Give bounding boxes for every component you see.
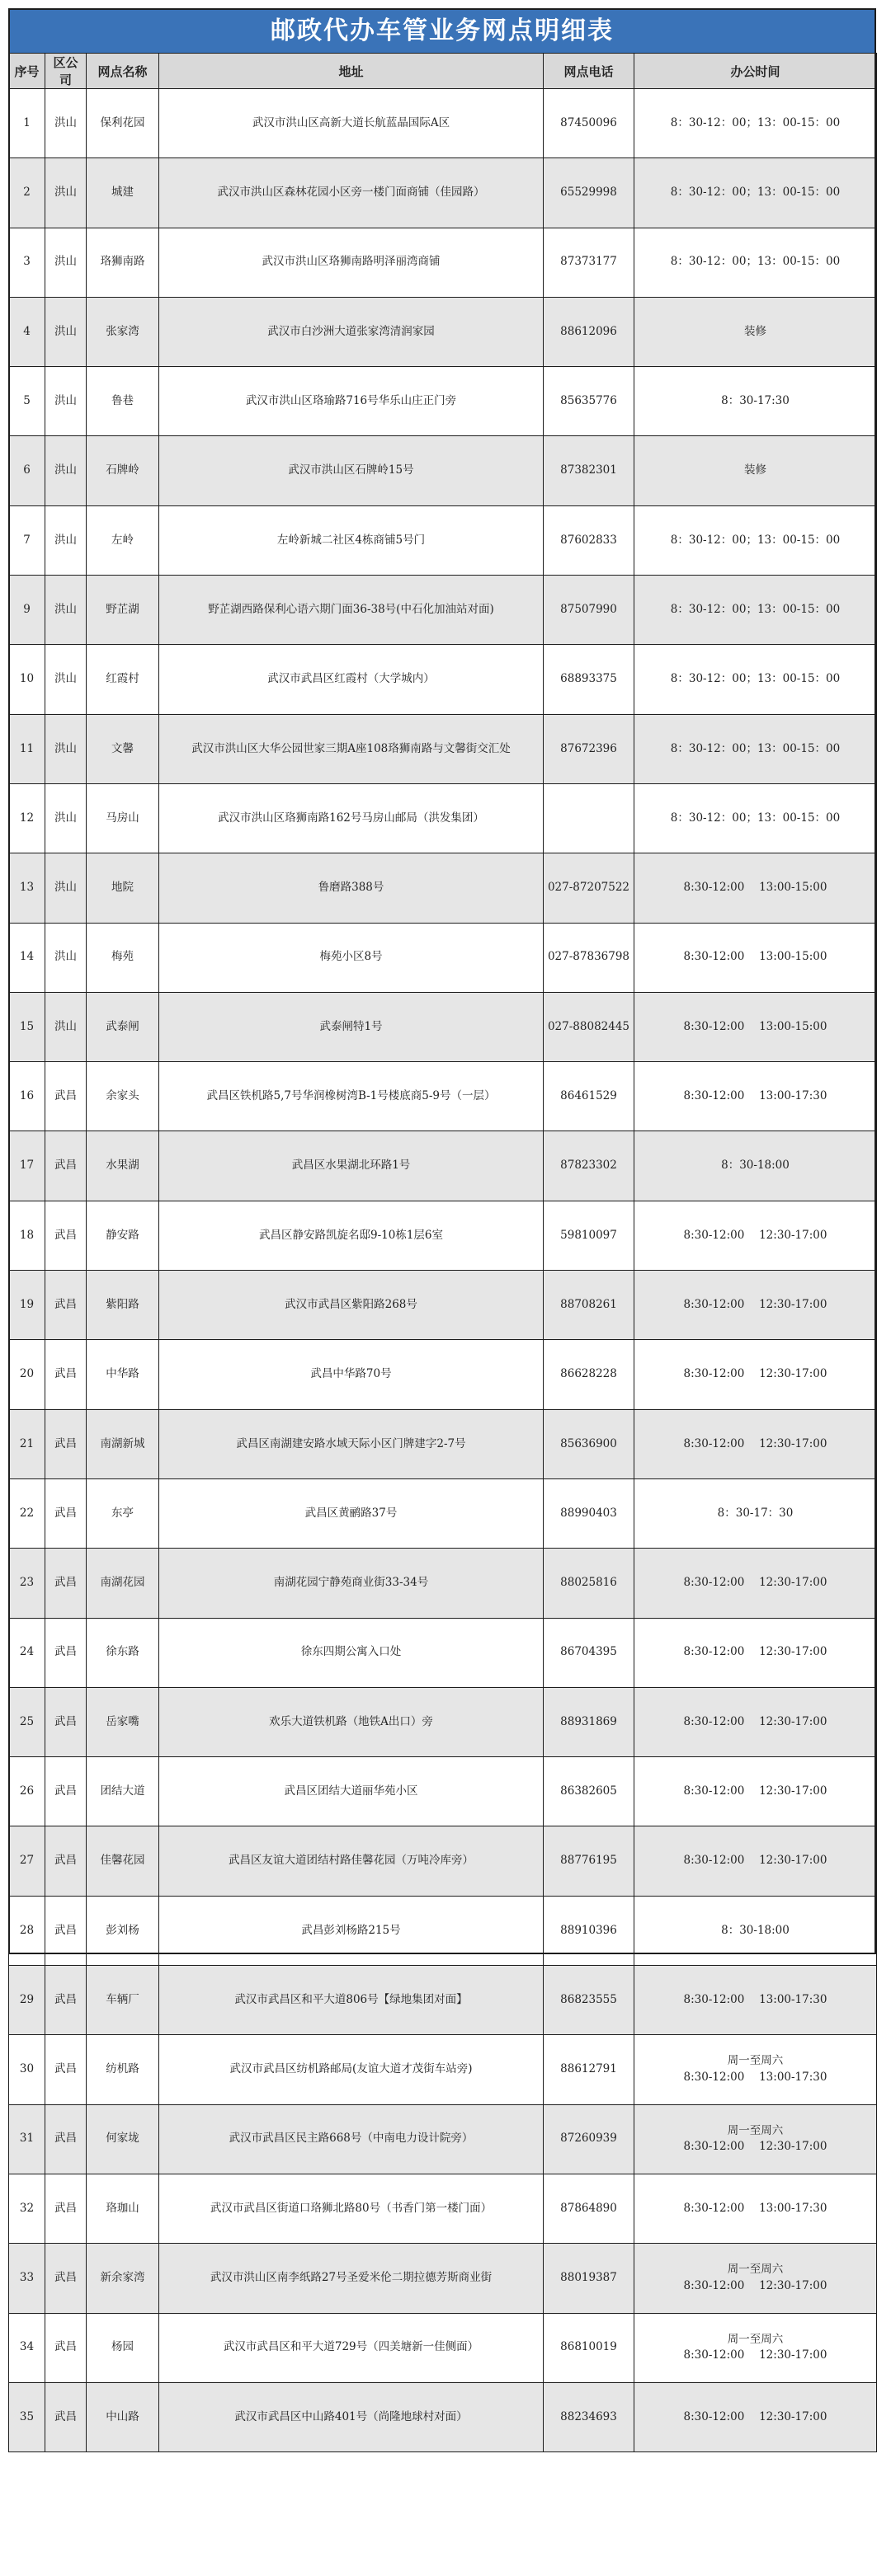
row-hours: 8:30-12:00 12:30-17:00 xyxy=(634,1826,877,1896)
row-district: 武昌 xyxy=(45,1757,87,1826)
row-district: 洪山 xyxy=(45,783,87,853)
row-number: 34 xyxy=(9,2313,45,2382)
branch-table-sheet xyxy=(8,8,876,2452)
row-district: 洪山 xyxy=(45,505,87,575)
table-row xyxy=(9,2313,877,2382)
row-district: 洪山 xyxy=(45,89,87,158)
row-address: 徐东四期公寓入口处 xyxy=(159,1618,544,1687)
row-number: 13 xyxy=(9,853,45,923)
row-hours: 8：30-12：00；13：00-15：00 xyxy=(634,158,877,228)
row-phone: 027-87207522 xyxy=(544,853,634,923)
table-row xyxy=(9,853,877,923)
table-row xyxy=(9,714,877,783)
row-address: 武昌彭刘杨路215号 xyxy=(159,1896,544,1965)
row-address: 野芷湖西路保利心语六期门面36-38号(中石化加油站对面) xyxy=(159,576,544,645)
row-hours: 周一至周六 8:30-12:00 13:00-17:30 xyxy=(634,2035,877,2104)
row-address: 武汉市武昌区民主路668号（中南电力设计院旁） xyxy=(159,2104,544,2174)
row-hours: 装修 xyxy=(634,297,877,366)
row-number: 6 xyxy=(9,436,45,505)
row-address: 武昌区黄鹂路37号 xyxy=(159,1478,544,1548)
row-branch-name: 余家头 xyxy=(87,1062,159,1131)
row-district: 武昌 xyxy=(45,1062,87,1131)
row-district: 洪山 xyxy=(45,992,87,1061)
row-district: 武昌 xyxy=(45,1966,87,2035)
row-district: 洪山 xyxy=(45,923,87,992)
row-hours: 8:30-12:00 13:00-15:00 xyxy=(634,992,877,1061)
table-row xyxy=(9,367,877,436)
row-district: 武昌 xyxy=(45,1826,87,1896)
row-number: 25 xyxy=(9,1687,45,1756)
row-phone: 59810097 xyxy=(544,1201,634,1270)
row-number: 15 xyxy=(9,992,45,1061)
row-phone: 68893375 xyxy=(544,645,634,714)
row-number: 19 xyxy=(9,1271,45,1340)
row-address: 南湖花园宁静苑商业街33-34号 xyxy=(159,1549,544,1618)
row-hours: 8:30-12:00 12:30-17:00 xyxy=(634,1340,877,1409)
row-phone: 85635776 xyxy=(544,367,634,436)
row-phone: 027-87836798 xyxy=(544,923,634,992)
row-hours: 8:30-12:00 13:00-15:00 xyxy=(634,923,877,992)
table-row xyxy=(9,1131,877,1201)
row-phone: 87260939 xyxy=(544,2104,634,2174)
row-district: 武昌 xyxy=(45,1409,87,1478)
row-branch-name: 城建 xyxy=(87,158,159,228)
header-no: 序号 xyxy=(9,54,45,89)
row-address: 武汉市洪山区珞瑜路716号华乐山庄正门旁 xyxy=(159,367,544,436)
row-address: 武汉市白沙洲大道张家湾清润家园 xyxy=(159,297,544,366)
row-number: 24 xyxy=(9,1618,45,1687)
row-number: 21 xyxy=(9,1409,45,1478)
row-number: 2 xyxy=(9,158,45,228)
row-address: 武汉市洪山区石牌岭15号 xyxy=(159,436,544,505)
header-hours: 办公时间 xyxy=(634,54,877,89)
row-address: 武汉市洪山区森林花园小区旁一楼门面商铺（佳园路） xyxy=(159,158,544,228)
row-district: 武昌 xyxy=(45,1618,87,1687)
row-number: 26 xyxy=(9,1757,45,1826)
row-number: 11 xyxy=(9,714,45,783)
row-branch-name: 中山路 xyxy=(87,2382,159,2451)
row-branch-name: 新余家湾 xyxy=(87,2244,159,2313)
row-hours: 8：30-18:00 xyxy=(634,1131,877,1201)
row-district: 武昌 xyxy=(45,1271,87,1340)
row-phone: 87602833 xyxy=(544,505,634,575)
row-address: 武昌区南湖建安路水域天际小区门牌建字2-7号 xyxy=(159,1409,544,1478)
row-hours: 周一至周六 8:30-12:00 12:30-17:00 xyxy=(634,2104,877,2174)
row-district: 洪山 xyxy=(45,853,87,923)
row-address: 武汉市洪山区南李纸路27号圣爱米伦二期拉德芳斯商业街 xyxy=(159,2244,544,2313)
table-row xyxy=(9,297,877,366)
row-branch-name: 水果湖 xyxy=(87,1131,159,1201)
row-hours: 8:30-12:00 12:30-17:00 xyxy=(634,1409,877,1478)
table-row xyxy=(9,436,877,505)
row-address: 鲁磨路388号 xyxy=(159,853,544,923)
page-title: 邮政代办车管业务网点明细表 xyxy=(8,8,876,53)
row-district: 武昌 xyxy=(45,2035,87,2104)
row-branch-name: 保利花园 xyxy=(87,89,159,158)
table-row xyxy=(9,89,877,158)
table-row xyxy=(9,2035,877,2104)
row-number: 18 xyxy=(9,1201,45,1270)
row-branch-name: 南湖花园 xyxy=(87,1549,159,1618)
row-district: 武昌 xyxy=(45,1549,87,1618)
row-hours: 装修 xyxy=(634,436,877,505)
row-branch-name: 杨园 xyxy=(87,2313,159,2382)
row-phone: 87864890 xyxy=(544,2174,634,2243)
row-hours: 8:30-12:00 12:30-17:00 xyxy=(634,1201,877,1270)
row-district: 武昌 xyxy=(45,1201,87,1270)
row-branch-name: 团结大道 xyxy=(87,1757,159,1826)
row-phone: 87672396 xyxy=(544,714,634,783)
table-row xyxy=(9,783,877,853)
row-number: 10 xyxy=(9,645,45,714)
row-branch-name: 佳馨花园 xyxy=(87,1826,159,1896)
row-number: 28 xyxy=(9,1896,45,1965)
row-number: 27 xyxy=(9,1826,45,1896)
table-row xyxy=(9,2174,877,2243)
table-row xyxy=(9,992,877,1061)
table-row xyxy=(9,2244,877,2313)
row-number: 4 xyxy=(9,297,45,366)
row-branch-name: 中华路 xyxy=(87,1340,159,1409)
row-number: 20 xyxy=(9,1340,45,1409)
row-number: 23 xyxy=(9,1549,45,1618)
row-address: 武昌区静安路凯旋名邸9-10栋1层6室 xyxy=(159,1201,544,1270)
row-phone: 88990403 xyxy=(544,1478,634,1548)
row-phone: 88708261 xyxy=(544,1271,634,1340)
row-address: 武汉市武昌区纺机路邮局(友谊大道才茂街车站旁) xyxy=(159,2035,544,2104)
row-district: 武昌 xyxy=(45,1478,87,1548)
row-branch-name: 张家湾 xyxy=(87,297,159,366)
table-row xyxy=(9,2104,877,2174)
row-address: 武汉市洪山区大华公园世家三期A座108珞狮南路与文馨街交汇处 xyxy=(159,714,544,783)
table-row xyxy=(9,1062,877,1131)
row-hours: 8：30-12：00；13：00-15：00 xyxy=(634,714,877,783)
row-address: 武昌中华路70号 xyxy=(159,1340,544,1409)
row-district: 武昌 xyxy=(45,1340,87,1409)
row-branch-name: 梅苑 xyxy=(87,923,159,992)
row-number: 33 xyxy=(9,2244,45,2313)
row-address: 武汉市洪山区珞狮南路明泽丽湾商铺 xyxy=(159,228,544,297)
row-district: 洪山 xyxy=(45,645,87,714)
row-number: 31 xyxy=(9,2104,45,2174)
row-branch-name: 野芷湖 xyxy=(87,576,159,645)
table-row xyxy=(9,1549,877,1618)
row-number: 22 xyxy=(9,1478,45,1548)
row-address: 武汉市武昌区中山路401号（尚隆地球村对面） xyxy=(159,2382,544,2451)
table-row xyxy=(9,645,877,714)
table-row xyxy=(9,1618,877,1687)
row-district: 武昌 xyxy=(45,1687,87,1756)
row-district: 武昌 xyxy=(45,1131,87,1201)
row-hours: 8:30-12:00 12:30-17:00 xyxy=(634,2382,877,2451)
row-hours: 周一至周六 8:30-12:00 12:30-17:00 xyxy=(634,2244,877,2313)
row-address: 武汉市武昌区紫阳路268号 xyxy=(159,1271,544,1340)
row-district: 武昌 xyxy=(45,1896,87,1965)
header-row xyxy=(9,54,877,89)
row-phone: 87507990 xyxy=(544,576,634,645)
table-row xyxy=(9,576,877,645)
row-branch-name: 地院 xyxy=(87,853,159,923)
row-district: 洪山 xyxy=(45,228,87,297)
row-address: 武汉市武昌区和平大道806号【绿地集团对面】 xyxy=(159,1966,544,2035)
row-branch-name: 马房山 xyxy=(87,783,159,853)
row-hours: 周一至周六 8:30-12:00 12:30-17:00 xyxy=(634,2313,877,2382)
row-phone: 87823302 xyxy=(544,1131,634,1201)
table-row xyxy=(9,1271,877,1340)
row-hours: 8:30-12:00 12:30-17:00 xyxy=(634,1618,877,1687)
row-number: 29 xyxy=(9,1966,45,2035)
row-address: 欢乐大道铁机路（地铁A出口）旁 xyxy=(159,1687,544,1756)
row-address: 武昌区团结大道丽华苑小区 xyxy=(159,1757,544,1826)
row-district: 洪山 xyxy=(45,297,87,366)
row-hours: 8:30-12:00 13:00-17:30 xyxy=(634,1062,877,1131)
row-hours: 8：30-12：00；13：00-15：00 xyxy=(634,89,877,158)
row-number: 32 xyxy=(9,2174,45,2243)
row-branch-name: 珞狮南路 xyxy=(87,228,159,297)
row-hours: 8:30-12:00 12:30-17:00 xyxy=(634,1757,877,1826)
row-hours: 8:30-12:00 12:30-17:00 xyxy=(634,1549,877,1618)
row-branch-name: 石牌岭 xyxy=(87,436,159,505)
table-row xyxy=(9,505,877,575)
row-number: 16 xyxy=(9,1062,45,1131)
row-district: 洪山 xyxy=(45,436,87,505)
row-branch-name: 车辆厂 xyxy=(87,1966,159,2035)
table-row xyxy=(9,1896,877,1965)
row-hours: 8：30-12：00；13：00-15：00 xyxy=(634,645,877,714)
row-branch-name: 鲁巷 xyxy=(87,367,159,436)
row-address: 武汉市武昌区街道口珞狮北路80号（书香门第一楼门面） xyxy=(159,2174,544,2243)
row-hours: 8：30-17:30 xyxy=(634,367,877,436)
row-address: 武汉市洪山区珞狮南路162号马房山邮局（洪发集团） xyxy=(159,783,544,853)
header-name: 网点名称 xyxy=(87,54,159,89)
row-phone: 85636900 xyxy=(544,1409,634,1478)
table-row xyxy=(9,1826,877,1896)
row-hours: 8:30-12:00 13:00-17:30 xyxy=(634,1966,877,2035)
table-row xyxy=(9,1478,877,1548)
table-row xyxy=(9,1966,877,2035)
row-phone: 86382605 xyxy=(544,1757,634,1826)
row-number: 35 xyxy=(9,2382,45,2451)
row-branch-name: 徐东路 xyxy=(87,1618,159,1687)
row-address: 武汉市武昌区红霞村（大学城内） xyxy=(159,645,544,714)
row-district: 武昌 xyxy=(45,2382,87,2451)
row-district: 武昌 xyxy=(45,2174,87,2243)
row-district: 武昌 xyxy=(45,2244,87,2313)
table-row xyxy=(9,1409,877,1478)
row-address: 武汉市武昌区和平大道729号（四美塘新一佳侧面） xyxy=(159,2313,544,2382)
row-phone: 65529998 xyxy=(544,158,634,228)
row-number: 30 xyxy=(9,2035,45,2104)
row-branch-name: 紫阳路 xyxy=(87,1271,159,1340)
row-address: 左岭新城二社区4栋商铺5号门 xyxy=(159,505,544,575)
table-row xyxy=(9,228,877,297)
table-row xyxy=(9,1687,877,1756)
row-branch-name: 静安路 xyxy=(87,1201,159,1270)
row-hours: 8：30-12：00；13：00-15：00 xyxy=(634,783,877,853)
row-number: 7 xyxy=(9,505,45,575)
row-phone: 88931869 xyxy=(544,1687,634,1756)
row-address: 梅苑小区8号 xyxy=(159,923,544,992)
row-phone: 86461529 xyxy=(544,1062,634,1131)
row-branch-name: 何家垅 xyxy=(87,2104,159,2174)
table-row xyxy=(9,923,877,992)
row-phone: 88234693 xyxy=(544,2382,634,2451)
row-number: 3 xyxy=(9,228,45,297)
row-hours: 8：30-12：00；13：00-15：00 xyxy=(634,228,877,297)
row-number: 5 xyxy=(9,367,45,436)
table-row xyxy=(9,1201,877,1270)
row-phone: 87373177 xyxy=(544,228,634,297)
row-hours: 8：30-18:00 xyxy=(634,1896,877,1965)
row-hours: 8：30-17：30 xyxy=(634,1478,877,1548)
row-phone: 86628228 xyxy=(544,1340,634,1409)
row-phone xyxy=(544,783,634,853)
row-hours: 8：30-12：00；13：00-15：00 xyxy=(634,576,877,645)
row-phone: 88776195 xyxy=(544,1826,634,1896)
row-branch-name: 东亭 xyxy=(87,1478,159,1548)
row-phone: 86823555 xyxy=(544,1966,634,2035)
row-phone: 88019387 xyxy=(544,2244,634,2313)
table-row xyxy=(9,1340,877,1409)
row-phone: 86704395 xyxy=(544,1618,634,1687)
row-branch-name: 岳家嘴 xyxy=(87,1687,159,1756)
row-hours: 8:30-12:00 13:00-15:00 xyxy=(634,853,877,923)
row-number: 9 xyxy=(9,576,45,645)
row-branch-name: 文馨 xyxy=(87,714,159,783)
row-branch-name: 彭刘杨 xyxy=(87,1896,159,1965)
row-phone: 87382301 xyxy=(544,436,634,505)
row-hours: 8:30-12:00 12:30-17:00 xyxy=(634,1687,877,1756)
row-hours: 8：30-12：00；13：00-15：00 xyxy=(634,505,877,575)
row-number: 14 xyxy=(9,923,45,992)
row-branch-name: 纺机路 xyxy=(87,2035,159,2104)
row-phone: 88612791 xyxy=(544,2035,634,2104)
row-number: 12 xyxy=(9,783,45,853)
table-body xyxy=(9,89,877,2452)
table-row xyxy=(9,1757,877,1826)
row-district: 武昌 xyxy=(45,2104,87,2174)
header-address: 地址 xyxy=(159,54,544,89)
row-district: 洪山 xyxy=(45,714,87,783)
row-branch-name: 珞珈山 xyxy=(87,2174,159,2243)
row-number: 1 xyxy=(9,89,45,158)
row-phone: 87450096 xyxy=(544,89,634,158)
table-row xyxy=(9,158,877,228)
row-phone: 88025816 xyxy=(544,1549,634,1618)
row-branch-name: 南湖新城 xyxy=(87,1409,159,1478)
row-address: 武昌区铁机路5,7号华润橡树湾B-1号楼底商5-9号（一层） xyxy=(159,1062,544,1131)
row-district: 洪山 xyxy=(45,158,87,228)
row-address: 武汉市洪山区高新大道长航蓝晶国际A区 xyxy=(159,89,544,158)
table-row xyxy=(9,2382,877,2451)
row-hours: 8:30-12:00 12:30-17:00 xyxy=(634,1271,877,1340)
row-phone: 027-88082445 xyxy=(544,992,634,1061)
row-district: 武昌 xyxy=(45,2313,87,2382)
row-branch-name: 红霞村 xyxy=(87,645,159,714)
row-phone: 86810019 xyxy=(544,2313,634,2382)
row-number: 17 xyxy=(9,1131,45,1201)
row-branch-name: 武泰闸 xyxy=(87,992,159,1061)
row-address: 武昌区友谊大道团结村路佳馨花园（万吨冷库旁） xyxy=(159,1826,544,1896)
row-district: 洪山 xyxy=(45,367,87,436)
row-address: 武昌区水果湖北环路1号 xyxy=(159,1131,544,1201)
header-phone: 网点电话 xyxy=(544,54,634,89)
row-phone: 88910396 xyxy=(544,1896,634,1965)
row-district: 洪山 xyxy=(45,576,87,645)
row-branch-name: 左岭 xyxy=(87,505,159,575)
header-district: 区公司 xyxy=(45,54,87,89)
row-hours: 8:30-12:00 13:00-17:30 xyxy=(634,2174,877,2243)
row-phone: 88612096 xyxy=(544,297,634,366)
branch-table xyxy=(8,53,877,2452)
row-address: 武泰闸特1号 xyxy=(159,992,544,1061)
